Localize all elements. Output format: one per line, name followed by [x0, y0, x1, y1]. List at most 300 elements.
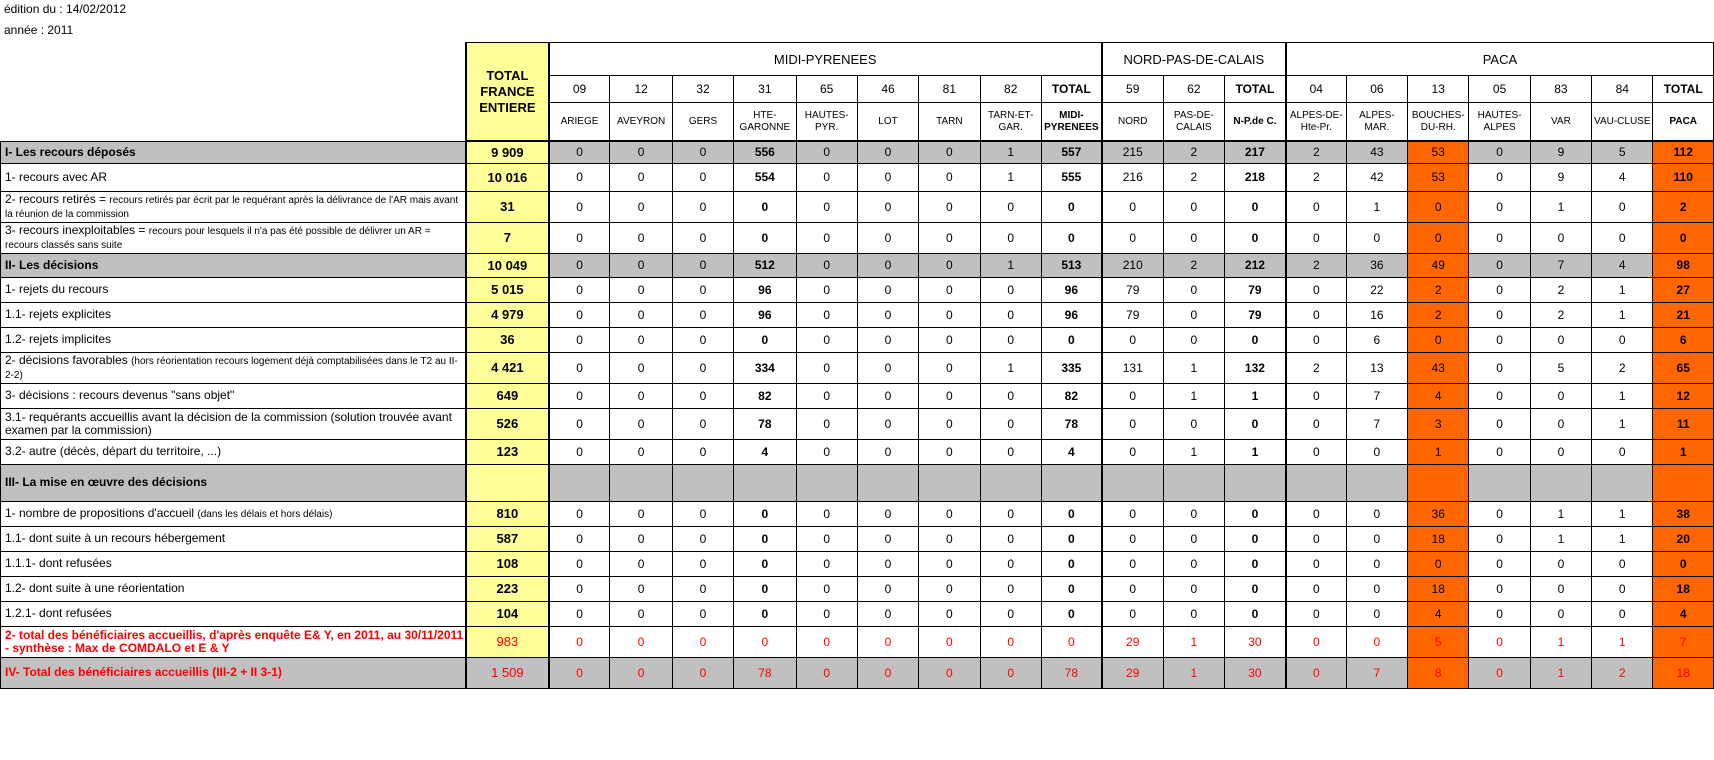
row-label: [1, 253, 467, 277]
value-cell: [1225, 464, 1286, 501]
row-label-text: 1.1- rejets explicites: [5, 307, 112, 321]
value-cell: 0: [610, 526, 672, 551]
value-cell: 0: [1041, 526, 1101, 551]
header-dept-7: TARN-ET-GAR.: [980, 103, 1041, 142]
value-cell: 0: [1225, 191, 1286, 222]
value-cell: 0: [919, 439, 980, 464]
value-cell: 0: [1286, 222, 1346, 253]
value-cell: 0: [919, 408, 980, 439]
value-cell: 0: [1469, 253, 1530, 277]
value-cell: 0: [610, 163, 672, 191]
value-cell: 0: [549, 383, 610, 408]
value-cell: 7: [1530, 253, 1591, 277]
value-cell: 1: [1163, 657, 1224, 688]
value-cell: 0: [1286, 383, 1346, 408]
table-row: [1, 222, 1714, 253]
value-cell: 0: [672, 383, 733, 408]
value-cell: 0: [1225, 501, 1286, 526]
table-row: [1, 526, 1714, 551]
value-cell: 0: [610, 253, 672, 277]
value-cell: 0: [734, 222, 796, 253]
value-cell: 0: [1469, 191, 1530, 222]
value-cell: 0: [980, 601, 1041, 626]
value-cell: 7: [1346, 408, 1407, 439]
value-cell: 0: [796, 141, 857, 163]
value-cell: 0: [549, 277, 610, 302]
value-cell: 0: [1469, 626, 1530, 657]
value-cell: 5: [1592, 141, 1653, 163]
value-cell: 0: [672, 253, 733, 277]
value-cell: 112: [1653, 141, 1714, 163]
value-cell: 78: [1041, 408, 1101, 439]
total-france-cell: 4 979: [466, 302, 548, 327]
table-row: [1, 464, 1714, 501]
row-label: [1, 464, 467, 501]
value-cell: 0: [796, 277, 857, 302]
value-cell: 2: [1163, 163, 1224, 191]
value-cell: 0: [1041, 191, 1101, 222]
row-label-text: 3- décisions : recours devenus "sans objet": [5, 388, 235, 402]
value-cell: 557: [1041, 141, 1101, 163]
value-cell: 2: [1530, 277, 1591, 302]
value-cell: 1: [1530, 191, 1591, 222]
value-cell: 18: [1408, 526, 1469, 551]
value-cell: 0: [672, 408, 733, 439]
value-cell: 0: [857, 526, 918, 551]
total-france-cell: 123: [466, 439, 548, 464]
value-cell: 0: [549, 439, 610, 464]
table-row: [1, 141, 1714, 163]
value-cell: 7: [1653, 626, 1714, 657]
value-cell: 212: [1225, 253, 1286, 277]
value-cell: 0: [610, 222, 672, 253]
value-cell: 1: [980, 352, 1041, 383]
value-cell: 5: [1530, 352, 1591, 383]
value-cell: 0: [610, 626, 672, 657]
value-cell: 0: [1469, 141, 1530, 163]
value-cell: 0: [1530, 576, 1591, 601]
value-cell: 0: [672, 163, 733, 191]
value-cell: 0: [1163, 222, 1224, 253]
value-cell: 42: [1346, 163, 1407, 191]
total-france-cell: 108: [466, 551, 548, 576]
header-code-5: 46: [857, 76, 918, 103]
value-cell: 4: [1592, 163, 1653, 191]
table-row: [1, 657, 1714, 688]
value-cell: 0: [549, 352, 610, 383]
value-cell: 554: [734, 163, 796, 191]
value-cell: 0: [1102, 191, 1163, 222]
value-cell: 0: [549, 302, 610, 327]
value-cell: 0: [1408, 222, 1469, 253]
value-cell: 0: [857, 601, 918, 626]
value-cell: 0: [610, 601, 672, 626]
table-row: [1, 408, 1714, 439]
table-row: [1, 191, 1714, 222]
value-cell: 216: [1102, 163, 1163, 191]
value-cell: [672, 464, 733, 501]
header-dept-4: HAUTES-PYR.: [796, 103, 857, 142]
value-cell: [610, 464, 672, 501]
value-cell: 1: [1530, 526, 1591, 551]
header-code-13: 06: [1346, 76, 1407, 103]
value-cell: 335: [1041, 352, 1101, 383]
header-code-2: 32: [672, 76, 733, 103]
value-cell: 2: [1163, 141, 1224, 163]
value-cell: 4: [1041, 439, 1101, 464]
value-cell: 0: [1225, 327, 1286, 352]
value-cell: 0: [1346, 526, 1407, 551]
row-label-text: 2- décisions favorables: [5, 352, 132, 367]
header-dept-0: ARIEGE: [549, 103, 610, 142]
row-label-text: 1.1.1- dont refusées: [5, 556, 112, 570]
value-cell: 0: [1041, 222, 1101, 253]
row-label-text: 1- rejets du recours: [5, 282, 109, 296]
value-cell: 0: [919, 601, 980, 626]
value-cell: 0: [1469, 501, 1530, 526]
value-cell: 0: [1530, 408, 1591, 439]
value-cell: 0: [672, 551, 733, 576]
header-dept-17: VAU-CLUSE: [1592, 103, 1653, 142]
row-label: [1, 439, 467, 464]
value-cell: 0: [1041, 501, 1101, 526]
header-total-france: TOTAL FRANCE ENTIERE: [466, 43, 548, 142]
value-cell: 0: [1163, 501, 1224, 526]
value-cell: 22: [1346, 277, 1407, 302]
row-label: [1, 277, 467, 302]
table-row: [1, 626, 1714, 657]
value-cell: 0: [1469, 302, 1530, 327]
header-dept-5: LOT: [857, 103, 918, 142]
value-cell: 29: [1102, 657, 1163, 688]
value-cell: 4: [734, 439, 796, 464]
value-cell: 1: [1592, 501, 1653, 526]
row-label-note: (hors réorientation recours logement déjà comptabilisées dans le T2 au II-2-2): [5, 355, 458, 381]
table-row: [1, 501, 1714, 526]
row-label: [1, 551, 467, 576]
value-cell: 1: [980, 253, 1041, 277]
value-cell: 0: [980, 526, 1041, 551]
value-cell: 1: [1163, 352, 1224, 383]
value-cell: 0: [980, 439, 1041, 464]
value-cell: 0: [1346, 601, 1407, 626]
row-label: [1, 141, 467, 163]
value-cell: 0: [919, 501, 980, 526]
row-label-text: 3- recours inexploitables =: [5, 222, 149, 237]
value-cell: 0: [1286, 191, 1346, 222]
value-cell: 0: [734, 501, 796, 526]
value-cell: 0: [796, 191, 857, 222]
value-cell: 2: [1592, 352, 1653, 383]
value-cell: 0: [1346, 626, 1407, 657]
value-cell: 20: [1653, 526, 1714, 551]
row-label-text: 3.2- autre (décès, départ du territoire, ...): [5, 444, 222, 458]
value-cell: 0: [857, 302, 918, 327]
value-cell: 2: [1286, 253, 1346, 277]
value-cell: 0: [1346, 222, 1407, 253]
value-cell: 0: [610, 657, 672, 688]
value-cell: 0: [734, 191, 796, 222]
value-cell: [1408, 464, 1469, 501]
row-label: [1, 576, 467, 601]
row-label: [1, 626, 467, 657]
value-cell: 0: [1163, 327, 1224, 352]
value-cell: 0: [1041, 327, 1101, 352]
value-cell: 0: [1163, 576, 1224, 601]
value-cell: 0: [857, 501, 918, 526]
value-cell: 0: [672, 439, 733, 464]
value-cell: 0: [549, 253, 610, 277]
value-cell: 0: [610, 327, 672, 352]
header-dept-9: NORD: [1102, 103, 1163, 142]
value-cell: 0: [1346, 439, 1407, 464]
header-code-16: 83: [1530, 76, 1591, 103]
header-code-15: 05: [1469, 76, 1530, 103]
value-cell: 0: [857, 383, 918, 408]
row-label: [1, 163, 467, 191]
value-cell: 1: [1592, 526, 1653, 551]
value-cell: 0: [734, 551, 796, 576]
value-cell: 30: [1225, 626, 1286, 657]
value-cell: 27: [1653, 277, 1714, 302]
value-cell: 0: [796, 601, 857, 626]
value-cell: 0: [1408, 551, 1469, 576]
value-cell: 0: [980, 408, 1041, 439]
value-cell: 9: [1530, 163, 1591, 191]
value-cell: 78: [734, 657, 796, 688]
value-cell: 0: [1286, 327, 1346, 352]
value-cell: 0: [796, 657, 857, 688]
value-cell: 8: [1408, 657, 1469, 688]
value-cell: 0: [672, 191, 733, 222]
value-cell: 79: [1225, 302, 1286, 327]
value-cell: [980, 464, 1041, 501]
value-cell: 0: [672, 576, 733, 601]
value-cell: 0: [672, 501, 733, 526]
value-cell: 0: [672, 657, 733, 688]
value-cell: 78: [734, 408, 796, 439]
value-cell: 0: [1592, 601, 1653, 626]
header-code-6: 81: [919, 76, 980, 103]
value-cell: 0: [1592, 439, 1653, 464]
row-label-text: 3.1- requérants accueillis avant la décision de la commission (solution trouvée avant examen par la commission): [5, 409, 452, 437]
value-cell: 0: [1102, 408, 1163, 439]
value-cell: 0: [796, 302, 857, 327]
value-cell: 0: [1225, 526, 1286, 551]
value-cell: 0: [919, 191, 980, 222]
total-france-cell: 4 421: [466, 352, 548, 383]
value-cell: 0: [919, 327, 980, 352]
value-cell: 0: [796, 501, 857, 526]
value-cell: 0: [1469, 383, 1530, 408]
value-cell: 0: [1469, 163, 1530, 191]
row-label-note: recours retirés par écrit par le requérant après la délivrance de l'AR mais avant la réunion de la commission: [5, 194, 459, 220]
row-label-text: III- La mise en œuvre des décisions: [5, 475, 208, 489]
value-cell: 0: [549, 626, 610, 657]
table-row: [1, 253, 1714, 277]
value-cell: 4: [1408, 383, 1469, 408]
value-cell: 2: [1286, 352, 1346, 383]
value-cell: 0: [672, 526, 733, 551]
value-cell: 0: [610, 191, 672, 222]
value-cell: 1: [1530, 501, 1591, 526]
value-cell: 217: [1225, 141, 1286, 163]
value-cell: 6: [1346, 327, 1407, 352]
value-cell: 7: [1346, 657, 1407, 688]
value-cell: 0: [980, 277, 1041, 302]
value-cell: 0: [549, 327, 610, 352]
value-cell: 0: [549, 408, 610, 439]
value-cell: 0: [919, 626, 980, 657]
value-cell: 0: [1225, 601, 1286, 626]
value-cell: 0: [1592, 327, 1653, 352]
value-cell: 210: [1102, 253, 1163, 277]
value-cell: 36: [1346, 253, 1407, 277]
value-cell: 1: [1592, 302, 1653, 327]
value-cell: 0: [1041, 576, 1101, 601]
value-cell: 0: [1102, 501, 1163, 526]
value-cell: 0: [549, 163, 610, 191]
value-cell: 0: [1286, 526, 1346, 551]
header-dept-10: PAS-DE-CALAIS: [1163, 103, 1224, 142]
value-cell: 0: [734, 576, 796, 601]
value-cell: 13: [1346, 352, 1407, 383]
value-cell: 0: [919, 576, 980, 601]
value-cell: 0: [796, 626, 857, 657]
value-cell: 96: [1041, 302, 1101, 327]
value-cell: 2: [1408, 277, 1469, 302]
value-cell: 0: [980, 576, 1041, 601]
table-row: [1, 601, 1714, 626]
value-cell: 0: [857, 439, 918, 464]
value-cell: 0: [1163, 191, 1224, 222]
value-cell: 0: [1346, 551, 1407, 576]
value-cell: 0: [1592, 222, 1653, 253]
value-cell: 0: [919, 657, 980, 688]
value-cell: 0: [1286, 277, 1346, 302]
row-label-text: I- Les recours déposés: [5, 144, 136, 159]
value-cell: 0: [1469, 601, 1530, 626]
header-dept-16: VAR: [1530, 103, 1591, 142]
value-cell: 0: [610, 141, 672, 163]
value-cell: 0: [549, 601, 610, 626]
table-row: [1, 352, 1714, 383]
value-cell: 1: [1592, 626, 1653, 657]
value-cell: 0: [980, 551, 1041, 576]
table-row: [1, 439, 1714, 464]
value-cell: 0: [610, 383, 672, 408]
value-cell: 43: [1408, 352, 1469, 383]
total-france-cell: 10 049: [466, 253, 548, 277]
value-cell: 0: [1469, 327, 1530, 352]
value-cell: 0: [1225, 222, 1286, 253]
value-cell: 65: [1653, 352, 1714, 383]
value-cell: 1: [1163, 383, 1224, 408]
value-cell: 2: [1653, 191, 1714, 222]
header-code-12: 04: [1286, 76, 1346, 103]
total-france-cell: 587: [466, 526, 548, 551]
value-cell: 0: [1041, 601, 1101, 626]
value-cell: 110: [1653, 163, 1714, 191]
value-cell: 79: [1102, 277, 1163, 302]
value-cell: 38: [1653, 501, 1714, 526]
header-code-18: TOTAL: [1653, 76, 1714, 103]
value-cell: 1: [1592, 277, 1653, 302]
value-cell: 0: [1286, 626, 1346, 657]
value-cell: 0: [672, 302, 733, 327]
value-cell: 0: [1469, 657, 1530, 688]
value-cell: 0: [1469, 439, 1530, 464]
header-code-0: 09: [549, 76, 610, 103]
value-cell: 0: [1530, 551, 1591, 576]
row-label-text: 1- recours avec AR: [5, 169, 108, 184]
value-cell: [1346, 464, 1407, 501]
header-dept-14: BOUCHES-DU-RH.: [1408, 103, 1469, 142]
value-cell: 0: [857, 277, 918, 302]
value-cell: [734, 464, 796, 501]
value-cell: 1: [1346, 191, 1407, 222]
total-france-cell: 104: [466, 601, 548, 626]
header-code-9: 59: [1102, 76, 1163, 103]
value-cell: 132: [1225, 352, 1286, 383]
value-cell: 0: [549, 191, 610, 222]
value-cell: 1: [1163, 626, 1224, 657]
value-cell: 5: [1408, 626, 1469, 657]
value-cell: 334: [734, 352, 796, 383]
edition-date: édition du : 14/02/2012: [4, 2, 127, 16]
value-cell: 16: [1346, 302, 1407, 327]
value-cell: 0: [1102, 601, 1163, 626]
value-cell: 0: [1530, 222, 1591, 253]
value-cell: 0: [1102, 222, 1163, 253]
value-cell: 0: [1286, 501, 1346, 526]
value-cell: 0: [672, 327, 733, 352]
total-france-cell: 526: [466, 408, 548, 439]
value-cell: [1163, 464, 1224, 501]
value-cell: 0: [919, 222, 980, 253]
value-cell: 96: [1041, 277, 1101, 302]
value-cell: 0: [672, 626, 733, 657]
value-cell: 0: [1102, 439, 1163, 464]
header-blank: [1, 43, 467, 142]
total-france-cell: 1 509: [466, 657, 548, 688]
header-dept-8: MIDI-PYRENEES: [1041, 103, 1101, 142]
value-cell: 11: [1653, 408, 1714, 439]
value-cell: [1530, 464, 1591, 501]
header-dept-2: GERS: [672, 103, 733, 142]
value-cell: 0: [857, 253, 918, 277]
value-cell: 0: [796, 383, 857, 408]
value-cell: 0: [980, 302, 1041, 327]
value-cell: 0: [1469, 576, 1530, 601]
value-cell: 1: [1530, 657, 1591, 688]
value-cell: 2: [1592, 657, 1653, 688]
value-cell: 0: [796, 408, 857, 439]
value-cell: 0: [1163, 551, 1224, 576]
row-label-text: 1.2- dont suite à une réorientation: [5, 581, 185, 595]
row-label-text: 1- nombre de propositions d'accueil: [5, 505, 198, 520]
value-cell: [1041, 464, 1101, 501]
year-label: année : 2011: [4, 23, 74, 37]
value-cell: 1: [1408, 439, 1469, 464]
total-france-cell: 7: [466, 222, 548, 253]
total-france-cell: 9 909: [466, 141, 548, 163]
value-cell: 0: [1592, 576, 1653, 601]
value-cell: 0: [549, 576, 610, 601]
value-cell: [796, 464, 857, 501]
value-cell: 0: [857, 576, 918, 601]
value-cell: 18: [1653, 576, 1714, 601]
